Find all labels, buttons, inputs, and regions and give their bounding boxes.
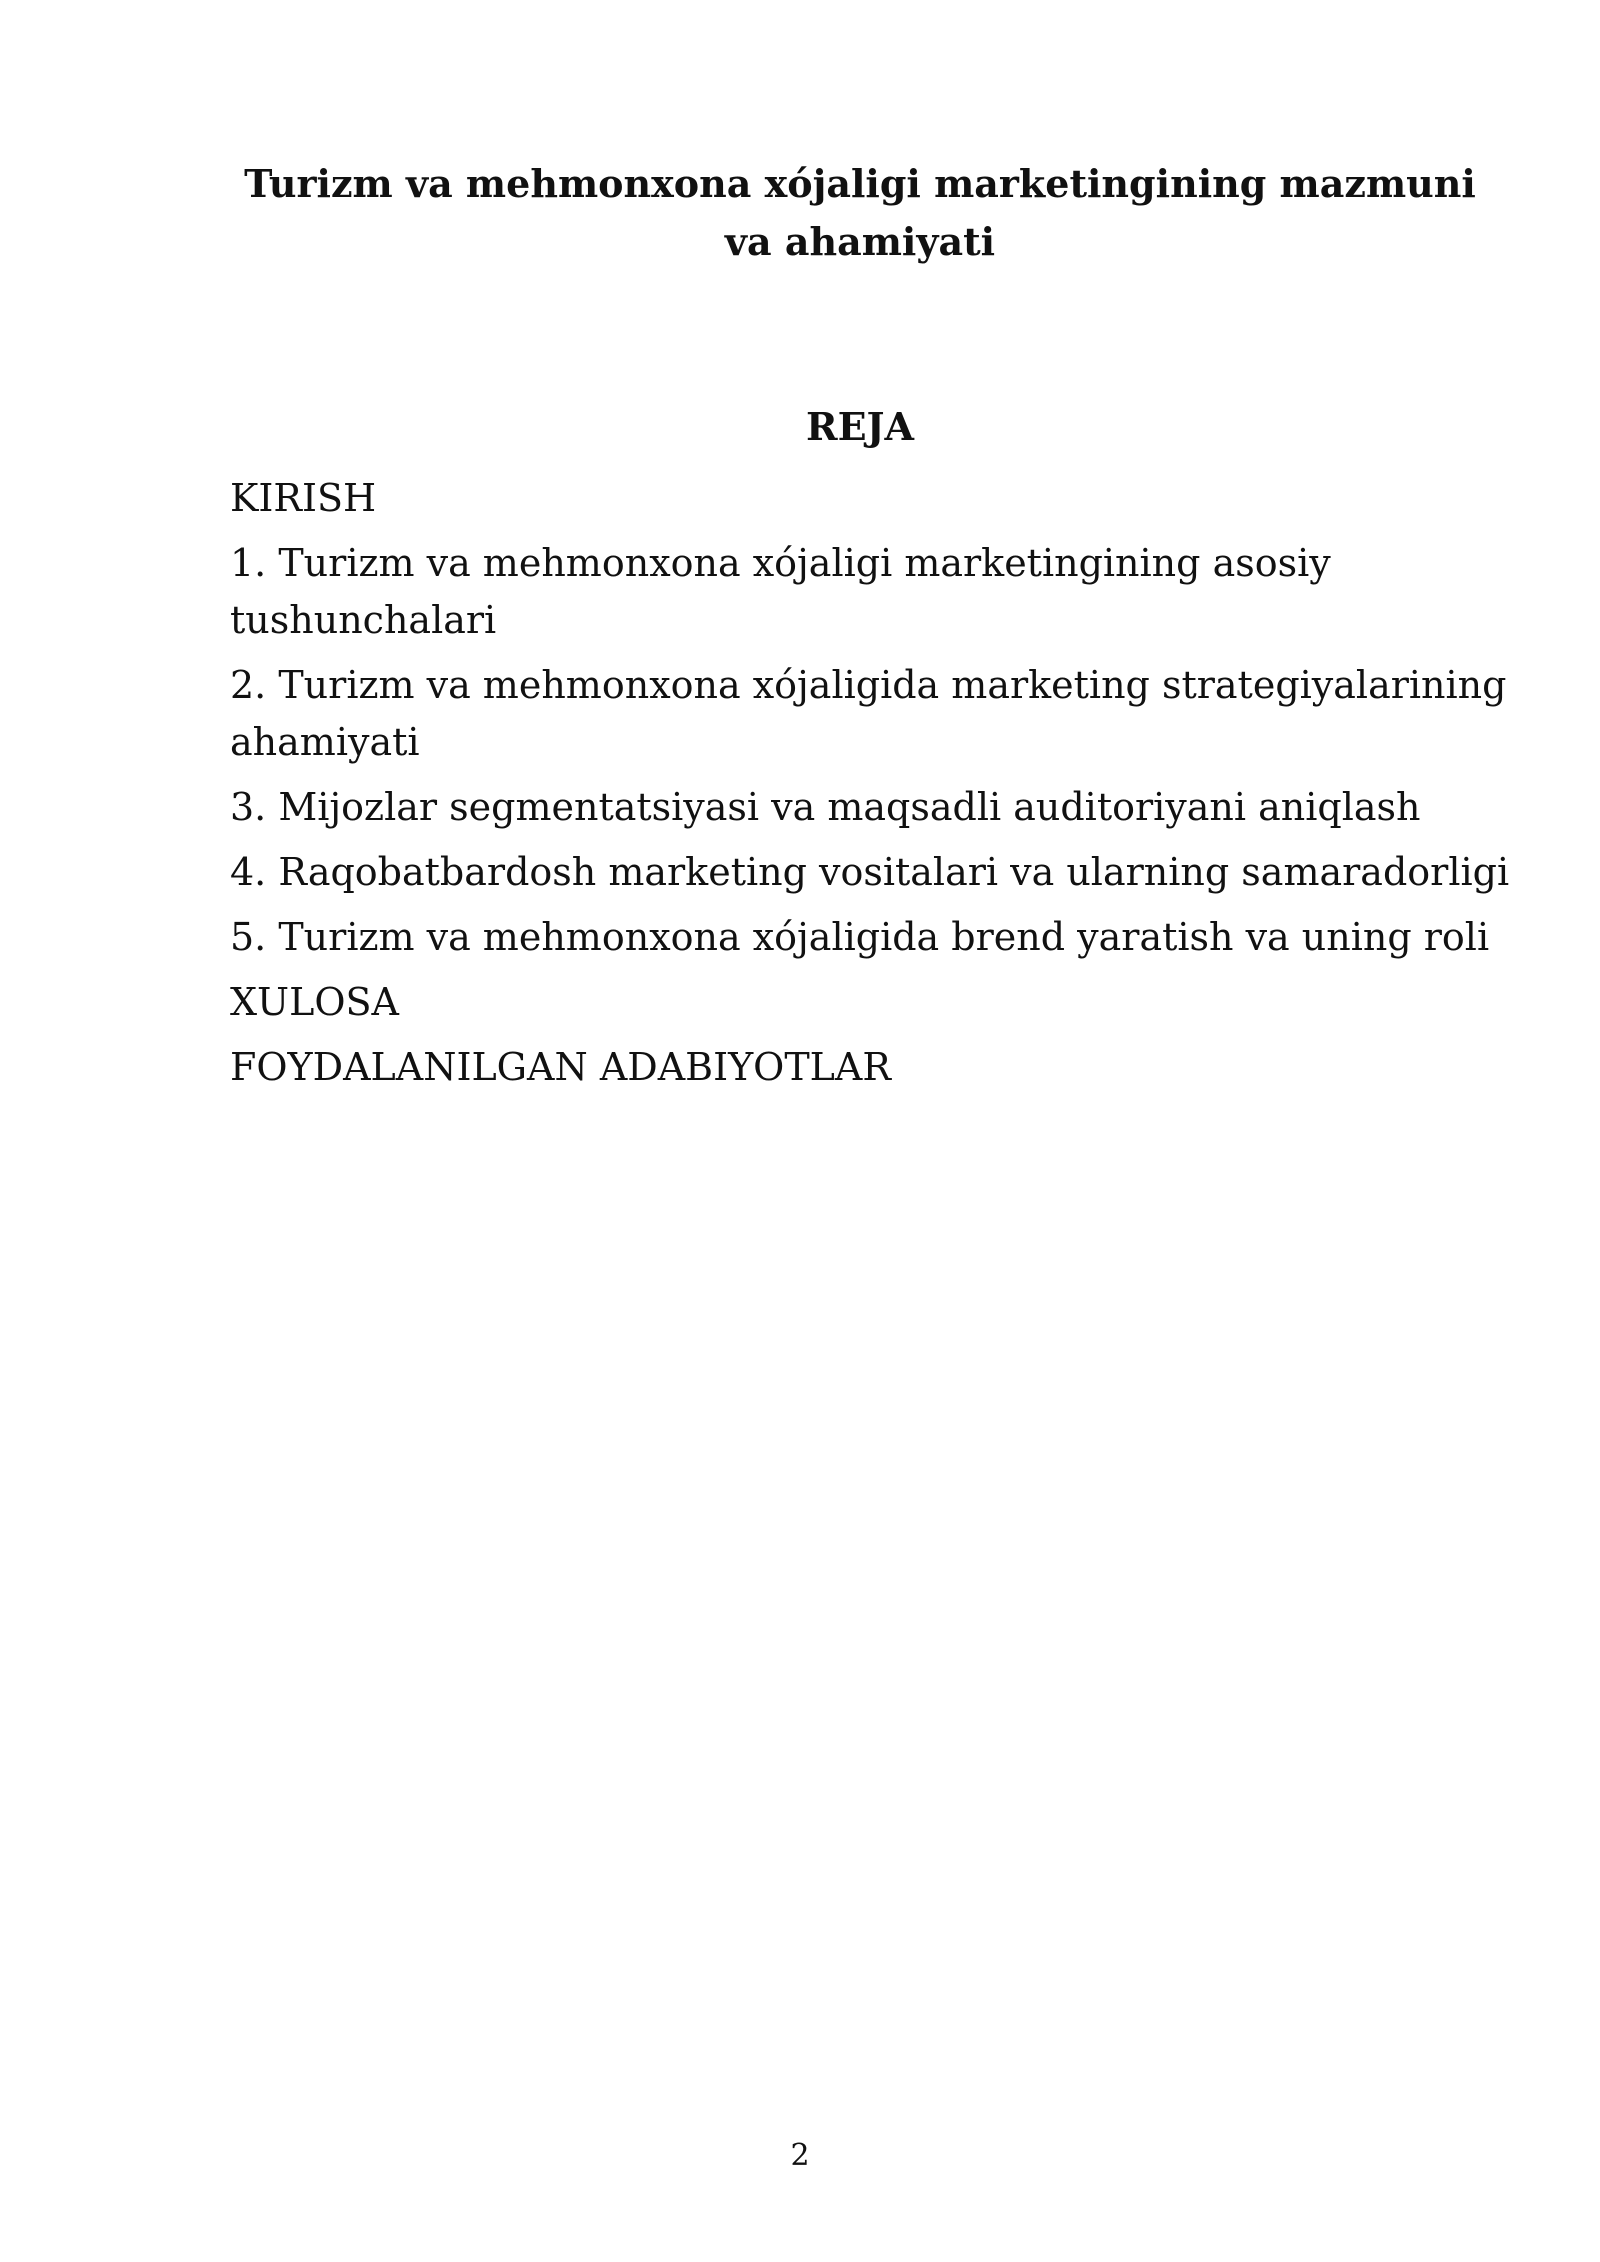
- plan-item-1: 1. Turizm va mehmonxona xójaligi marketingining asosiy tushunchalari: [230, 541, 1331, 642]
- document-title: Turizm va mehmonxona xójaligi marketingining mazmuni va ahamiyati: [244, 161, 1476, 264]
- plan-list: [230, 470, 1520, 1104]
- plan-item-4: 4. Raqobatbardosh marketing vositalari va ularning samaradorligi: [230, 850, 1510, 894]
- plan-item-introduction: KIRISH: [230, 476, 377, 520]
- plan-item-5: 5. Turizm va mehmonxona xójaligida brend yaratish va uning roli: [230, 915, 1490, 959]
- plan-item-references: FOYDALANILGAN ADABIYOTLAR: [230, 1045, 891, 1089]
- plan-heading: REJA: [805, 404, 914, 449]
- plan-item-2: 2. Turizm va mehmonxona xójaligida marketing strategiyalarining ahamiyati: [230, 663, 1507, 764]
- plan-item-3: 3. Mijozlar segmentatsiyasi va maqsadli auditoriyani aniqlash: [230, 785, 1421, 829]
- plan-item-conclusion: XULOSA: [230, 980, 399, 1024]
- page-number: 2: [790, 2138, 810, 2173]
